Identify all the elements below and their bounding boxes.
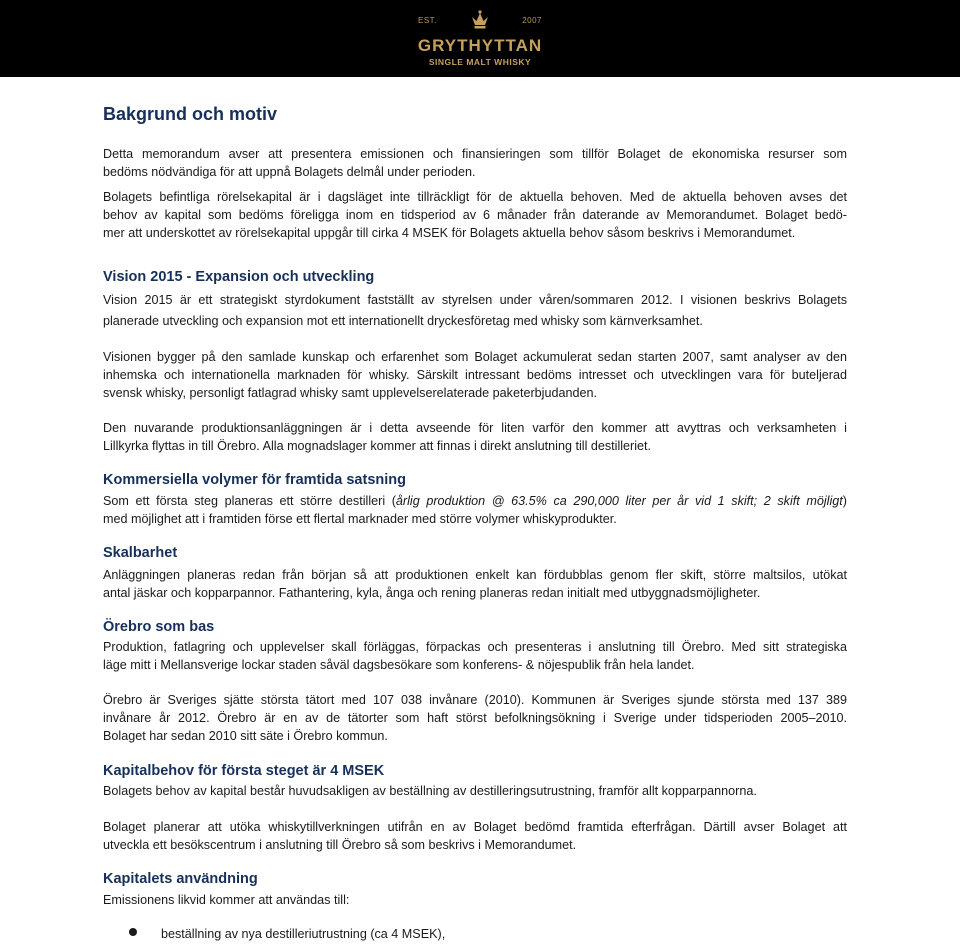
text-line: Vision 2015 är ett strategiskt styrdokument fastställt av styrelsen under våren/sommaren 2012. I visionen beskrivs Bolagets — [103, 293, 847, 307]
text-run: Som ett första steg planeras ett större destilleri ( — [103, 494, 396, 508]
production-capacity-text: årlig produktion @ 63.5% ca 290,000 liter per år vid 1 skift; 2 skift möjligt — [395, 494, 843, 508]
heading-kapitalbehov: Kapitalbehov för första steget är 4 MSEK — [103, 763, 385, 779]
text-run: ) — [842, 494, 847, 508]
logo-est-year: 2007 — [522, 16, 542, 25]
paragraph-memorandum — [103, 145, 847, 181]
text-line: Detta memorandum avser att presentera emissionen och finansieringen som tillför Bolaget de ekonomiska resurser som — [103, 147, 847, 161]
paragraph-vision-kunskap — [103, 348, 847, 402]
page-header — [0, 0, 960, 77]
paragraph-destilleri — [103, 492, 847, 528]
text-line: Den nuvarande produktionsanläggningen är i detta avseende för liten varför den kommer att avyttras och verksamheten i — [103, 421, 847, 435]
text-line: inhemska och internationella marknaden för whisky. Särskilt intressant bedöms intresset och utvecklingen vara för buteljerad — [103, 368, 847, 382]
logo-est-label: EST. — [418, 16, 437, 25]
heading-vision-2015: Vision 2015 - Expansion och utveckling — [103, 269, 375, 285]
crown-icon — [471, 10, 489, 30]
text-line: planerade utveckling och expansion mot ett internationellt dryckesföretag med whisky som kärnverksamhet. — [103, 314, 703, 328]
text-line: Bolagets befintliga rörelsekapital är i dagsläget inte tillräckligt för de aktuella behoven. Med de aktuella behoven avses det — [103, 190, 847, 204]
text-line: Bolagets behov av kapital består huvudsakligen av beställning av destilleringsutrustning, framför allt kopparpannorna. — [103, 784, 757, 798]
heading-kapitalets-anvandning: Kapitalets användning — [103, 871, 258, 887]
paragraph-skalbarhet — [103, 566, 847, 602]
text-line: Emissionens likvid kommer att användas till: — [103, 893, 350, 907]
text-line — [103, 492, 847, 510]
text-line: bedöms nödvändiga för att uppnå Bolagets delmål under perioden. — [103, 165, 476, 179]
paragraph-orebro-produktion — [103, 638, 847, 674]
heading-orebro-som-bas: Örebro som bas — [103, 619, 215, 635]
paragraph-produktionsanlaggning — [103, 419, 847, 455]
logo-brand-name: GRYTHYTTAN — [417, 36, 543, 55]
text-line: svensk whisky, personligt fatlagrad whisky samt upplevelserelaterade paketerbjudanden. — [103, 386, 597, 400]
text-line: Bolaget har sedan 2010 sitt säte i Örebro kommun. — [103, 729, 388, 743]
text-line: Anläggningen planeras redan från början så att produktionen enkelt kan fördubblas genom fler skift, större maltsilos, utökat — [103, 568, 847, 582]
heading-kommersiella-volymer: Kommersiella volymer för framtida satsning — [103, 472, 406, 488]
paragraph-orebro-befolkning — [103, 691, 847, 745]
logo-subtitle: SINGLE MALT WHISKY — [428, 57, 532, 67]
paragraph-emissionens-likvid — [103, 891, 847, 909]
text-line: Bolaget planerar att utöka whiskytillverkningen utifrån en av Bolaget bedömd framtida efterfrågan. Därtill avser Bolaget att — [103, 820, 847, 834]
text-line: behov av kapital som bedöms föreligga inom en tidsperiod av 6 månader från daterande av Memorandumet. Bolaget bedö- — [103, 208, 847, 222]
paragraph-rorelsekapital — [103, 188, 847, 242]
text-line: Visionen bygger på den samlade kunskap och erfarenhet som Bolaget ackumulerat sedan starten 2007, samt analyser av den — [103, 350, 847, 364]
heading-bakgrund: Bakgrund och motiv — [103, 104, 278, 124]
text-line: mer att underskottet av rörelsekapital uppgår till cirka 4 MSEK för Bolagets aktuella behov såsom beskrivs i Memorandumet. — [103, 226, 796, 240]
list-bullet — [129, 928, 137, 936]
text-line: läge mitt i Mellansverige lockar staden såväl dagsbesökare som konferens- & nöjespublik från hela landet. — [103, 658, 695, 672]
text-line: invånare år 2012. Örebro är en av de tätorter som haft störst befolkningsökning i Sverige under tidsperioden 2005–2010. — [103, 711, 847, 725]
heading-skalbarhet: Skalbarhet — [103, 545, 178, 561]
paragraph-vision-styrdokument — [103, 291, 847, 330]
text-line: Lillkyrka flyttas in till Örebro. Alla mognadslager kommer att finnas i direkt anslutning till destilleriet. — [103, 439, 652, 453]
text-line: med möjlighet att i framtiden förse ett flertal marknader med större volymer whiskyprodukter. — [103, 512, 617, 526]
list-item: beställning av nya destilleriutrustning (ca 4 MSEK), — [161, 927, 446, 941]
paragraph-whiskytillverkning — [103, 818, 847, 854]
text-line: utveckla ett besökscentrum i anslutning till Örebro så som beskrivs i Memorandumet. — [103, 838, 577, 852]
text-line: Produktion, fatlagring och upplevelser skall förläggas, förpackas och presenteras i anslutning till Örebro. Med sitt strategiska — [103, 640, 847, 654]
text-line: Örebro är Sveriges sjätte största tätort med 107 038 invånare (2010). Kommunen är Sveriges sjunde största med 137 389 — [103, 693, 847, 707]
grythyttan-logo — [400, 8, 560, 70]
text-line: antal jäskar och kopparpannor. Fathantering, kyla, ånga och rening planeras redan initialt med utbyggnadsmöjligheter. — [103, 586, 761, 600]
paragraph-kapitalbehov — [103, 782, 847, 800]
